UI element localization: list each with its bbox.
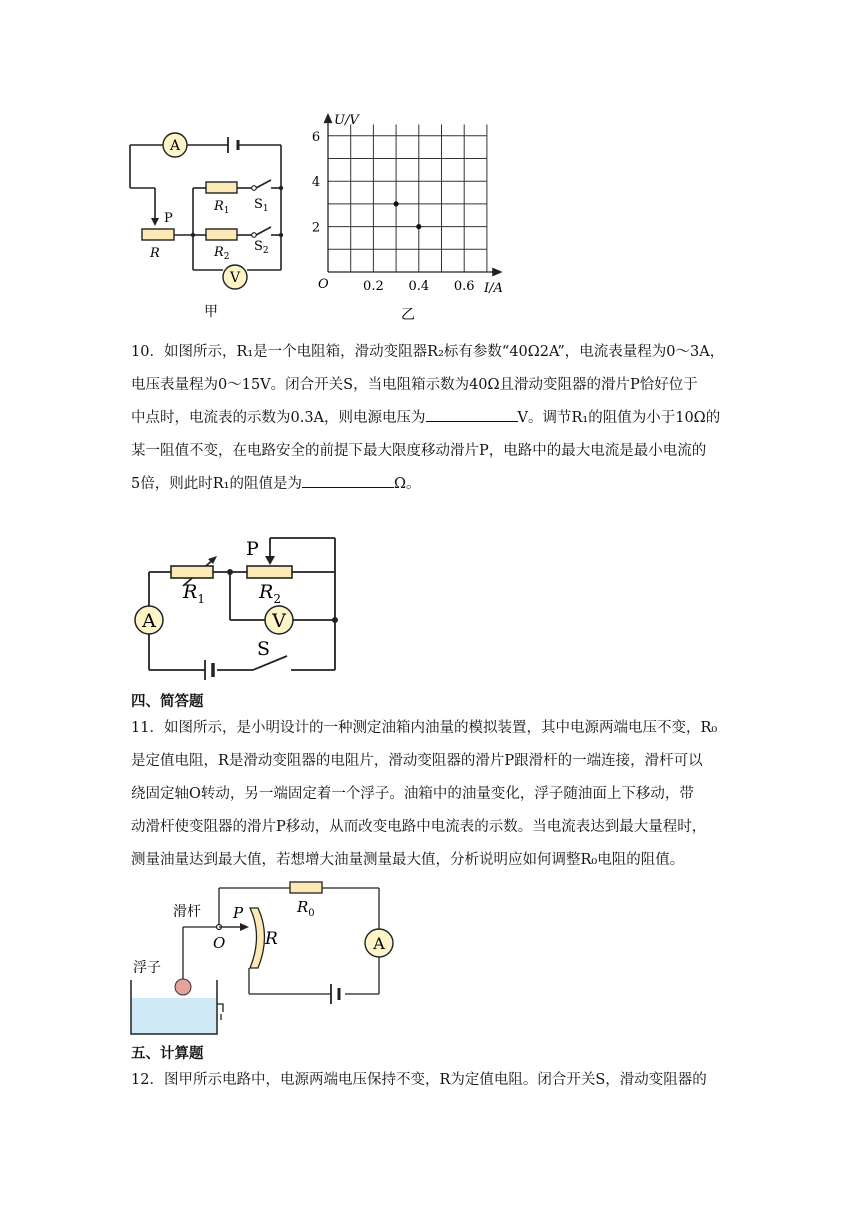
- q10-r1-label: $R_1$: [183, 581, 205, 606]
- y-tick-label: 4: [311, 175, 321, 191]
- x-tick-label: 0.6: [453, 279, 475, 294]
- x-axis-arrow: [493, 269, 501, 276]
- caption-jia: 甲: [204, 304, 218, 318]
- slider-label: P: [164, 211, 173, 226]
- circuit-figure-jia: [120, 118, 300, 318]
- q10-line-3: 中点时，电流表的示数为0.3A，则电源电压为 V。调节R₁的阻值为小于10Ω的: [131, 402, 731, 435]
- rheostat-label: R: [150, 246, 160, 261]
- q10-voltmeter-label: V: [272, 610, 286, 632]
- y-axis-arrow: [325, 114, 332, 122]
- q11-slider-label: P: [233, 904, 244, 922]
- q10-ammeter-label: A: [142, 610, 156, 632]
- q11-ammeter-label: A: [373, 934, 385, 953]
- q12-line-1: 12．图甲所示电路中，电源两端电压保持不变，R为定值电阻。闭合开关S，滑动变阻器的: [131, 1072, 707, 1088]
- y-tick-label: 2: [311, 220, 321, 236]
- s2-label: $S_2$: [254, 239, 269, 256]
- q11-line-2: 是定值电阻，R是滑动变阻器的电阻片，滑动变阻器的滑片P跟滑杆的一端连接，滑杆可以: [131, 753, 703, 769]
- pivot-label: O: [213, 934, 226, 952]
- s1-label: $S_1$: [254, 197, 269, 214]
- q11-line-5: 测量油量达到最大值，若想增大油量测量最大值，分析说明应如何调整R₀电阻的阻值。: [131, 852, 685, 868]
- question-12: [131, 1064, 731, 1097]
- question-10: [131, 336, 731, 501]
- x-axis-label: I/A: [484, 281, 503, 296]
- q10-line-2: 电压表量程为0～15V。闭合开关S，当电阻箱示数为40Ω且滑动变阻器的滑片P恰好位于: [131, 377, 698, 393]
- answer-blank-voltage[interactable]: [426, 407, 518, 422]
- q10-line-1: 10．如图所示，R₁是一个电阻箱，滑动变阻器R₂标有参数“40Ω2A”，电流表量程为0～3A，: [131, 344, 725, 360]
- lever-label: 滑杆: [173, 904, 201, 920]
- x-tick-label: 0.4: [408, 279, 430, 294]
- q10-line-5: 5倍，则此时R₁的阻值是为 Ω。: [131, 468, 731, 501]
- float-label: 浮子: [133, 960, 161, 976]
- graph-yi: [310, 108, 510, 326]
- q11-line-3: 绕固定轴O转动，另一端固定着一个浮子。油箱中的油量变化，浮子随油面上下移动，带: [131, 786, 694, 802]
- q11-line-1: 11．如图所示，是小明设计的一种测定油箱内油量的模拟装置，其中电源两端电压不变，R₀: [131, 720, 718, 736]
- q11-resistor-label: R: [265, 929, 278, 949]
- answer-blank-resistance[interactable]: [302, 473, 394, 488]
- y-tick-label: 6: [311, 129, 321, 145]
- voltmeter-label: V: [229, 270, 241, 286]
- caption-yi: 乙: [401, 307, 415, 323]
- r1-label: $R_1$: [214, 199, 230, 216]
- ammeter-label: A: [169, 138, 181, 154]
- section-heading-5: 五、计算题: [131, 1046, 204, 1062]
- data-point: [416, 224, 421, 229]
- circuit-figure-q10: [125, 530, 345, 680]
- oil-gauge-figure-q11: [125, 880, 395, 1040]
- q10-r2-label: $R_2$: [259, 581, 281, 606]
- section-heading-4: 四、简答题: [131, 694, 204, 710]
- r0-label: $R_0$: [297, 898, 315, 919]
- y-axis-label: U/V: [334, 113, 359, 128]
- r2-label: $R_2$: [214, 245, 230, 262]
- origin-label: O: [318, 277, 329, 292]
- data-point: [394, 201, 399, 206]
- q10-switch-label: S: [257, 638, 271, 660]
- q10-line-4: 某一阻值不变，在电路安全的前提下最大限度移动滑片P，电路中的最大电流是最小电流的: [131, 443, 707, 459]
- q10-slider-label: P: [246, 538, 259, 560]
- q11-line-4: 动滑杆使变阻器的滑片P移动，从而改变电路中电流表的示数。当电流表达到最大量程时，: [131, 819, 707, 835]
- question-11: [131, 712, 731, 877]
- x-tick-label: 0.2: [363, 279, 384, 294]
